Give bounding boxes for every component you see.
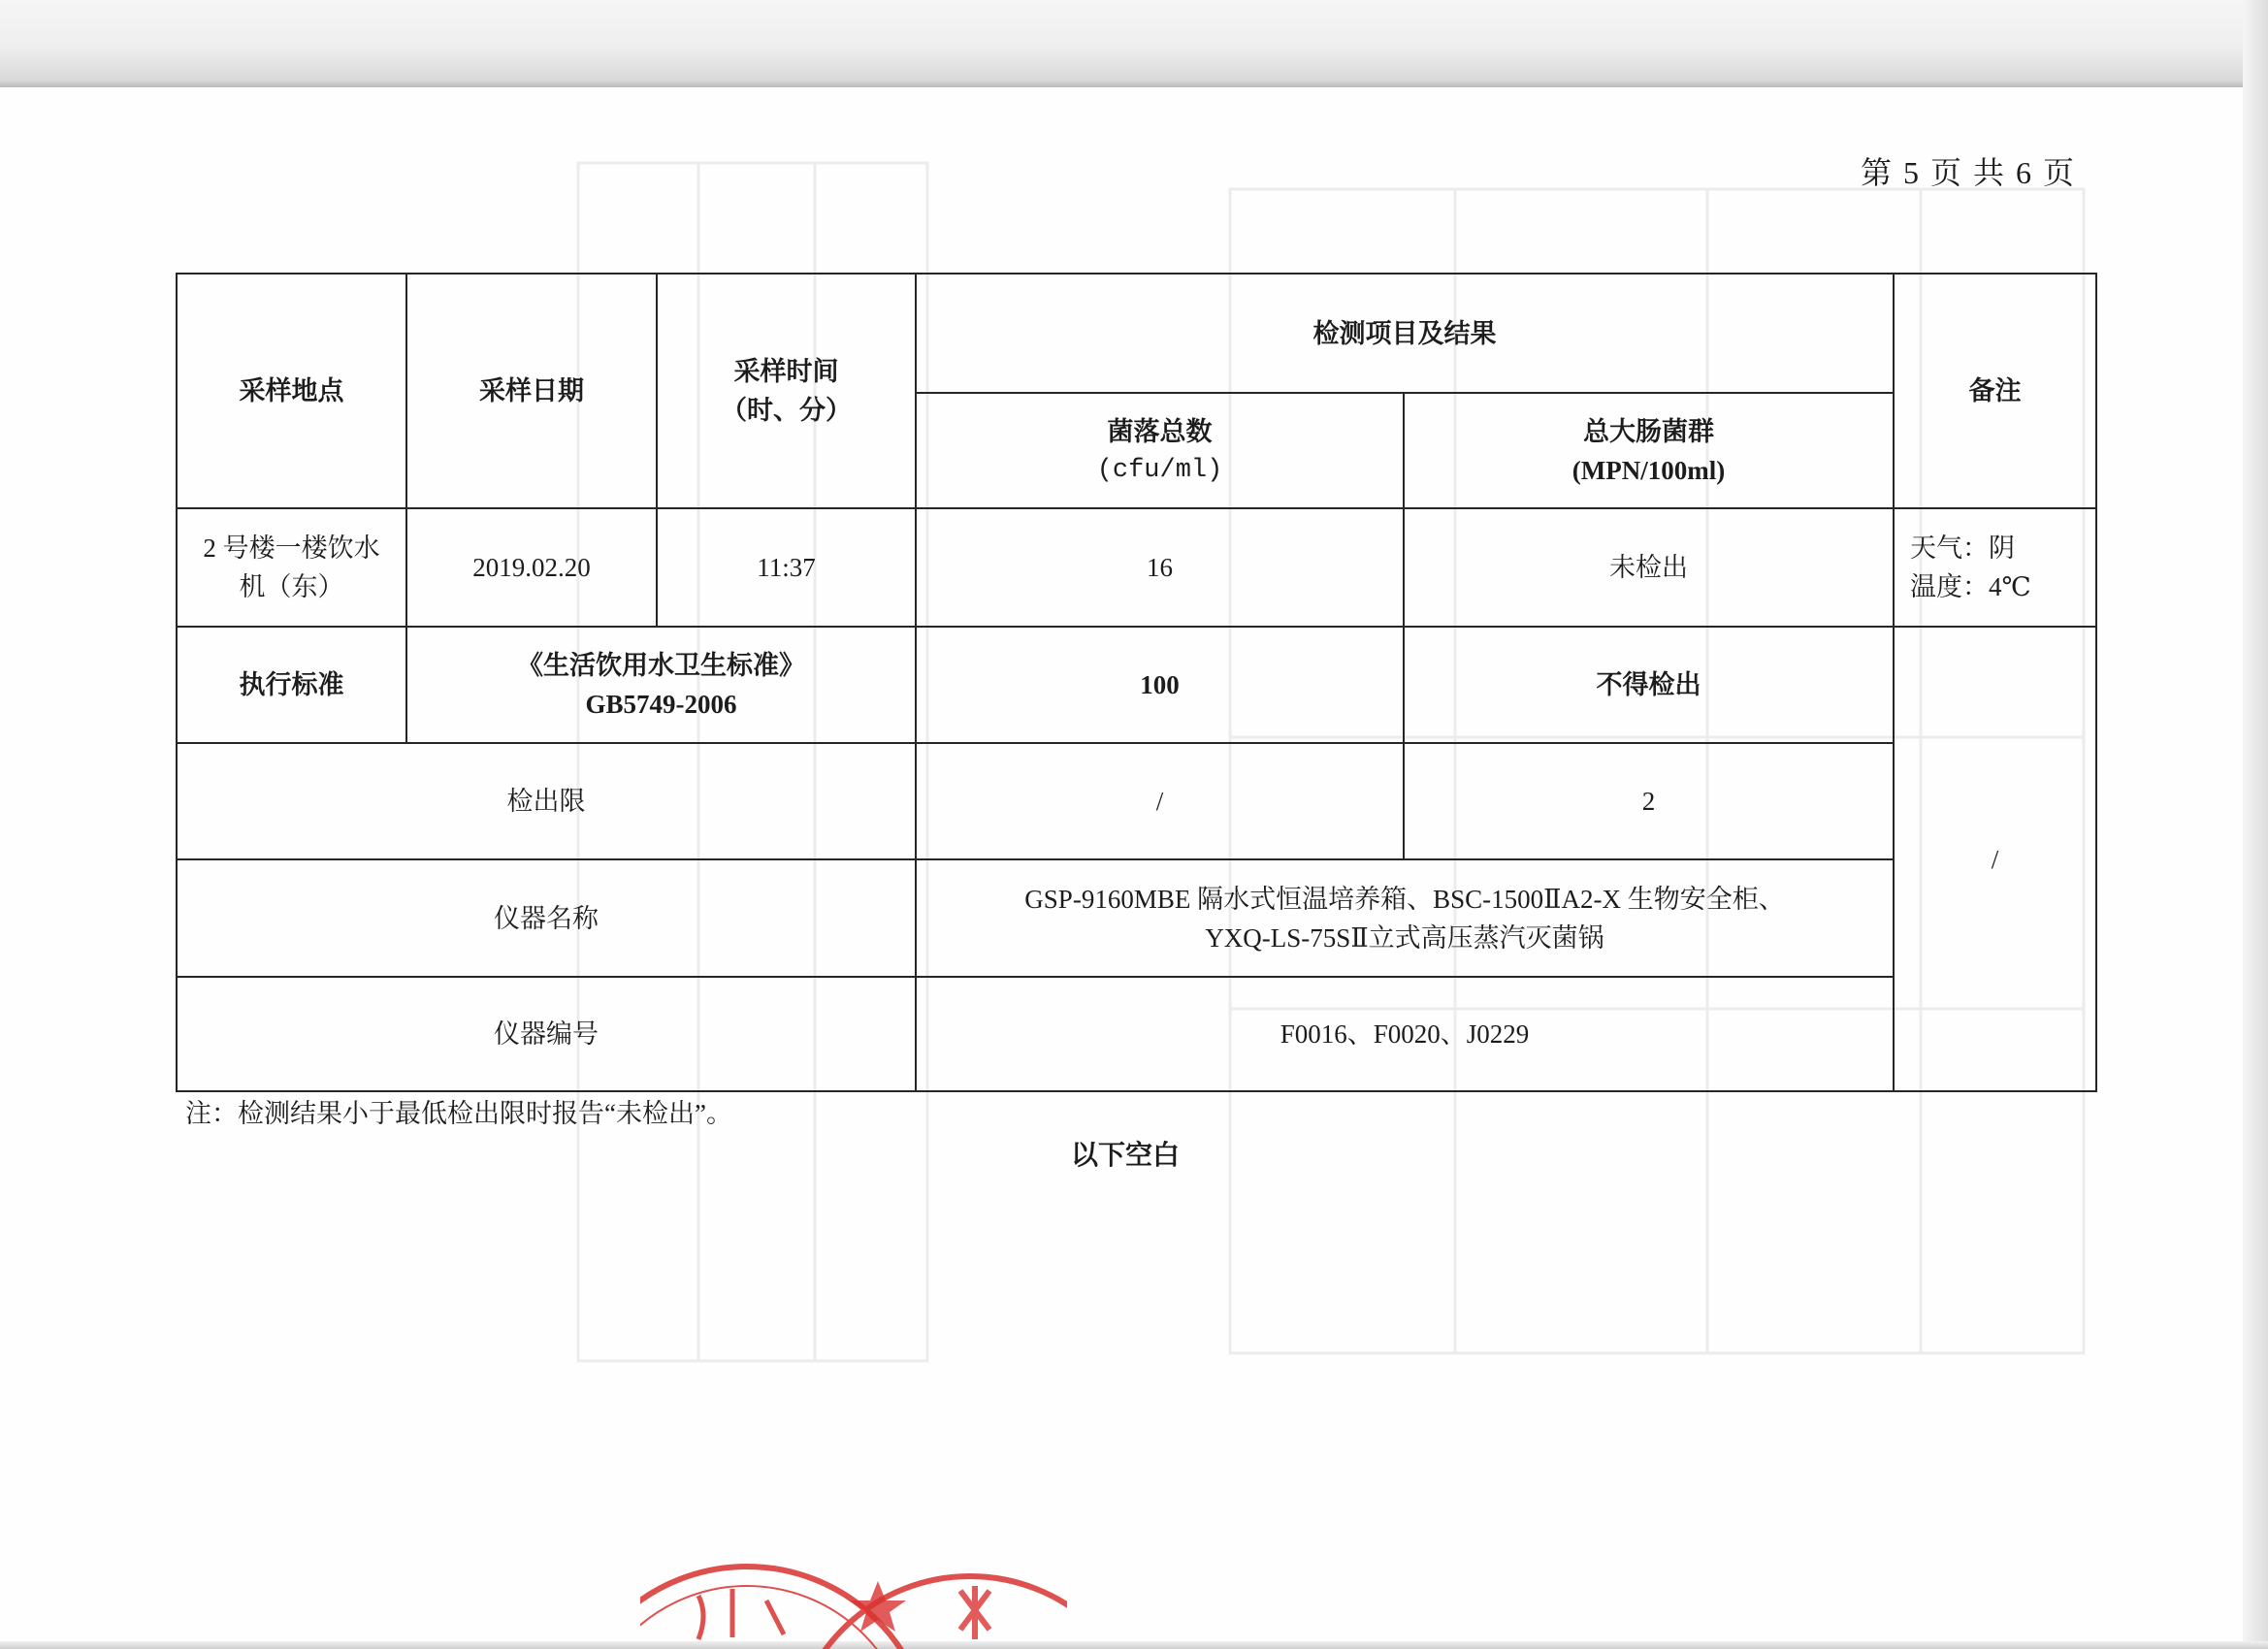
sample-total-coliform: 未检出 bbox=[1404, 508, 1894, 627]
detection-limit-label: 检出限 bbox=[177, 743, 916, 859]
sample-weather: 天气：阴 bbox=[1910, 534, 2015, 563]
header-total-colony-unit: (cfu/ml) bbox=[1096, 455, 1223, 485]
instrument-id-value: F0016、F0020、J0229 bbox=[916, 977, 1894, 1091]
header-sampling-location: 采样地点 bbox=[177, 274, 406, 508]
instrument-id-label: 仪器编号 bbox=[177, 977, 916, 1091]
remarks-merged: / bbox=[1894, 627, 2096, 1091]
seal-right-marks bbox=[960, 1586, 989, 1639]
header-sampling-time-line1: 采样时间 bbox=[733, 357, 839, 386]
standard-name: 《生活饮用水卫生标准》 bbox=[517, 651, 805, 680]
blank-below-marker: 以下空白 bbox=[1070, 1141, 1180, 1171]
header-results-group: 检测项目及结果 bbox=[916, 274, 1894, 393]
detection-limit-colony: / bbox=[916, 743, 1404, 859]
header-sampling-time-line2: （时、分） bbox=[721, 396, 852, 425]
sample-remarks bbox=[1894, 508, 2096, 627]
sample-time: 11:37 bbox=[657, 508, 916, 627]
standard-label: 执行标准 bbox=[177, 627, 406, 743]
standard-colony-limit: 100 bbox=[916, 627, 1404, 743]
sample-location-line2: 机（东） bbox=[239, 572, 344, 601]
instrument-name-line1: GSP-9160MBE 隔水式恒温培养箱、BSC-1500ⅡA2-X 生物安全柜、 bbox=[1024, 884, 1785, 914]
header-sampling-time bbox=[657, 274, 916, 508]
standard-row bbox=[177, 627, 2096, 743]
page-number: 第 5 页 共 6 页 bbox=[1860, 155, 2076, 190]
instrument-name-line2: YXQ-LS-75SⅡ立式高压蒸汽灭菌锅 bbox=[1205, 922, 1604, 953]
detection-limit-coliform: 2 bbox=[1404, 743, 1894, 859]
sample-row bbox=[177, 508, 2096, 627]
header-total-colony-line1: 菌落总数 bbox=[1107, 416, 1213, 446]
header-row-1 bbox=[177, 274, 2096, 393]
standard-code: GB5749-2006 bbox=[585, 690, 737, 719]
instrument-name-row bbox=[177, 859, 2096, 977]
header-total-coliform-line1: 总大肠菌群 bbox=[1583, 416, 1714, 446]
instrument-name-label: 仪器名称 bbox=[177, 859, 916, 977]
detection-limit-row bbox=[177, 743, 2096, 859]
sample-location-line1: 2 号楼一楼饮水 bbox=[203, 534, 380, 563]
header-remarks: 备注 bbox=[1894, 274, 2096, 508]
standard-coliform-limit: 不得检出 bbox=[1404, 627, 1894, 743]
instrument-name-value bbox=[916, 859, 1894, 977]
header-total-colony bbox=[916, 393, 1404, 508]
seal-left-marks bbox=[698, 1589, 784, 1639]
standard-reference bbox=[406, 627, 916, 743]
footnote: 注：检测结果小于最低检出限时报告“未检出”。 bbox=[185, 1099, 732, 1128]
header-total-coliform bbox=[1404, 393, 1894, 508]
header-sampling-date: 采样日期 bbox=[406, 274, 657, 508]
test-results-table bbox=[176, 273, 2097, 1092]
sample-location bbox=[177, 508, 406, 627]
instrument-id-row bbox=[177, 977, 2096, 1091]
red-seal-stamps bbox=[640, 1542, 1067, 1649]
sample-total-colony: 16 bbox=[916, 508, 1404, 627]
header-total-coliform-unit: (MPN/100ml) bbox=[1571, 455, 1726, 485]
sample-date: 2019.02.20 bbox=[406, 508, 657, 627]
sample-temperature: 温度：4℃ bbox=[1910, 572, 2031, 601]
